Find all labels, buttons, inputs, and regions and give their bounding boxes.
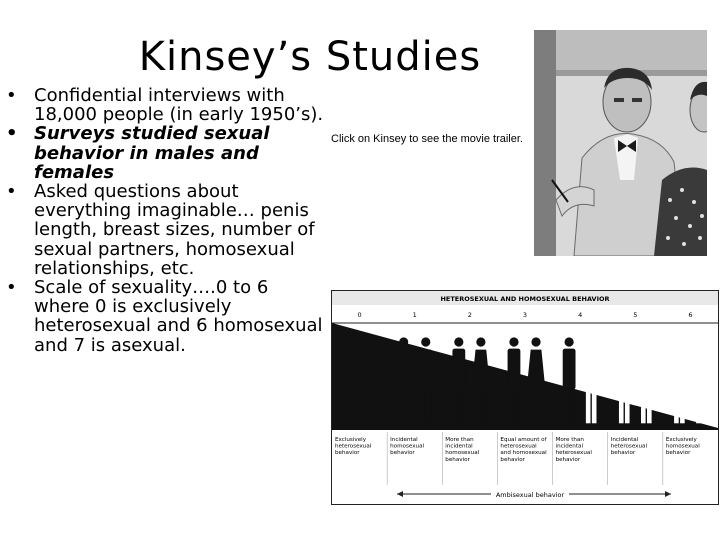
bullet-item bbox=[6, 278, 324, 355]
bullet-text: Surveys studied sexual behavior in males and females bbox=[34, 123, 270, 183]
bullet-dot: • bbox=[6, 277, 17, 299]
scale-label: Incidental homosexual behavior bbox=[390, 437, 425, 457]
bullet-dot: • bbox=[6, 181, 17, 203]
scale-rating: 4 bbox=[578, 311, 583, 319]
scale-rating: 5 bbox=[633, 311, 638, 319]
scale-rating: 0 bbox=[357, 311, 362, 319]
bullet-text: Asked questions about everything imaginable… penis length, breast sizes, number of sexual partners, homosexual relationships, etc. bbox=[34, 181, 315, 279]
scale-label: Exclusively homosexual behavior bbox=[665, 437, 700, 457]
slide-title: Kinsey’s Studies bbox=[138, 34, 482, 80]
bullet-item bbox=[6, 86, 324, 124]
scale-rating: 1 bbox=[412, 311, 417, 319]
ambisexual-label: Ambisexual behavior bbox=[495, 491, 565, 499]
bullet-text: Confidential interviews with 18,000 people (in early 1950’s). bbox=[34, 85, 324, 126]
kinsey-scale-chart bbox=[331, 290, 719, 505]
scale-rating: 3 bbox=[522, 311, 528, 319]
kinsey-scale-graphic bbox=[331, 290, 719, 505]
scale-rating: 2 bbox=[467, 311, 472, 319]
bullet-item bbox=[6, 124, 324, 182]
bullet-dot: • bbox=[6, 123, 18, 145]
bullet-item bbox=[6, 182, 324, 278]
scale-label: More than incidental heterosexual behavior bbox=[555, 437, 592, 463]
chart-title: HETEROSEXUAL AND HOMOSEXUAL BEHAVIOR bbox=[440, 295, 610, 303]
kinsey-photo[interactable] bbox=[534, 30, 707, 256]
scale-label: Incidental heterosexual behavior bbox=[610, 437, 648, 457]
movie-trailer-caption: Click on Kinsey to see the movie trailer. bbox=[331, 133, 523, 145]
scale-label: Equal amount of heterosexual and homosexual behavior bbox=[500, 437, 547, 463]
kinsey-photo-illustration bbox=[534, 30, 707, 256]
scale-rating: 6 bbox=[688, 311, 693, 319]
bullet-dot: • bbox=[6, 85, 17, 106]
scale-label: Exclusively heterosexual behavior bbox=[335, 437, 372, 457]
scale-label: More than incidental homosexual behavior bbox=[445, 437, 480, 463]
bullet-text: Scale of sexuality….0 to 6 where 0 is exclusively heterosexual and 6 homosexual and 7 is asexual. bbox=[34, 277, 323, 356]
bullet-list bbox=[6, 86, 324, 355]
